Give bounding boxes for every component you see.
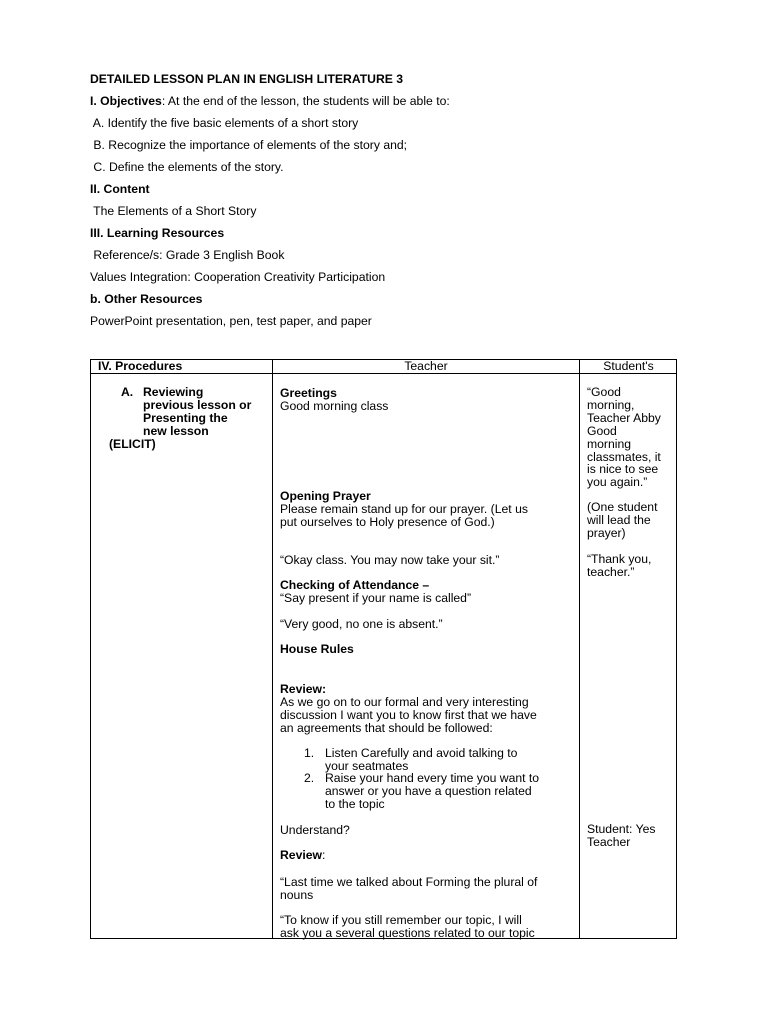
student-line: “Good (587, 385, 621, 399)
content-text: The Elements of a Short Story (90, 204, 257, 218)
rule-1-line-2: your seatmates (325, 759, 409, 773)
objective-b: B. Recognize the importance of elements of the story and; (90, 138, 408, 152)
understand-text: Understand? (280, 823, 350, 837)
procedure-line: new lesson (143, 423, 209, 438)
student-line: will lead the (587, 512, 651, 527)
prayer-heading: Opening Prayer (280, 489, 371, 503)
student-line: classmates, it (587, 449, 661, 464)
student-line: (One student (587, 500, 658, 514)
student-thanks (587, 553, 677, 579)
reference-text: Reference/s: Grade 3 English Book (90, 248, 285, 262)
procedure-line: Reviewing (143, 385, 204, 399)
procedure-name (143, 386, 269, 438)
sit-text: “Okay class. You may now take your sit.” (280, 553, 500, 567)
document-title: DETAILED LESSON PLAN IN ENGLISH LITERATURE 3 (90, 72, 404, 86)
review-text-1: As we go on to our formal and very interesting (280, 695, 529, 709)
procedures-table (90, 359, 677, 939)
student-line: morning (587, 436, 632, 451)
procedure-line: previous lesson or (143, 397, 252, 412)
procedure-phase: (ELICIT) (109, 437, 156, 451)
other-resources-heading: b. Other Resources (90, 292, 203, 306)
student-greeting (587, 386, 677, 489)
review-2-colon: : (322, 848, 326, 862)
student-line: prayer) (587, 525, 626, 540)
review-heading: Review: (280, 682, 327, 696)
greetings-heading: Greetings (280, 386, 337, 400)
student-yes (587, 823, 677, 849)
prayer-text-1: Please remain stand up for our prayer. (Let us (280, 502, 528, 516)
review-text-2: discussion I want you to know first that we have (280, 708, 537, 722)
attendance-text: “Say present if your name is called” (280, 591, 472, 605)
review-text-3: an agreements that should be followed: (280, 721, 493, 735)
review-2-heading: Review (280, 848, 323, 862)
to-know-line-2: ask you a several questions related to our topic (280, 926, 535, 940)
student-line: teacher.” (587, 564, 635, 579)
objectives-line (90, 94, 450, 108)
rule-2-line-3: to the topic (325, 797, 385, 811)
objectives-intro: : At the end of the lesson, the students will be able to: (161, 94, 450, 108)
student-line: Teacher Abby (587, 410, 661, 425)
student-prayer (587, 501, 677, 540)
student-line: is nice to see (587, 462, 659, 477)
table-divider (272, 360, 273, 938)
absent-text: “Very good, no one is absent.” (280, 617, 443, 631)
other-resources-text: PowerPoint presentation, pen, test paper, and paper (90, 314, 372, 328)
objective-a: A. Identify the five basic elements of a short story (90, 116, 359, 130)
rule-2-line-2: answer or you have a question related (325, 784, 532, 798)
rule-1-line-1: Listen Carefully and avoid talking to (325, 746, 518, 760)
procedure-line: Presenting the (143, 410, 228, 425)
rule-2-line-1: Raise your hand every time you want to (325, 771, 540, 785)
table-divider (579, 360, 580, 938)
values-integration: Values Integration: Cooperation Creativity Participation (90, 270, 386, 284)
header-teacher: Teacher (404, 359, 448, 373)
rule-2-number: 2. (304, 771, 315, 785)
to-know-line-1: “To know if you still remember our topic, I will (280, 913, 522, 927)
header-procedures: IV. Procedures (98, 359, 183, 373)
review-2-line (280, 848, 325, 862)
resources-heading: III. Learning Resources (90, 226, 225, 240)
house-rules-heading: House Rules (280, 642, 354, 656)
student-line: “Thank you, (587, 552, 652, 566)
student-line: Teacher (587, 834, 631, 849)
greetings-text: Good morning class (280, 399, 389, 413)
student-line: Student: Yes (587, 822, 656, 836)
objective-c: C. Define the elements of the story. (90, 160, 284, 174)
student-line: morning, (587, 397, 635, 412)
student-line: Good (587, 423, 617, 438)
content-heading: II. Content (90, 182, 150, 196)
procedure-letter: A. (121, 385, 134, 399)
last-time-line-1: “Last time we talked about Forming the plural of (280, 875, 538, 889)
attendance-heading: Checking of Attendance – (280, 578, 430, 592)
prayer-text-2: put ourselves to Holy presence of God.) (280, 515, 495, 529)
header-students: Student's (603, 359, 654, 373)
last-time-line-2: nouns (280, 888, 314, 902)
rule-1-number: 1. (304, 746, 315, 760)
student-line: you again.” (587, 475, 648, 490)
objectives-heading: I. Objectives (90, 94, 162, 108)
